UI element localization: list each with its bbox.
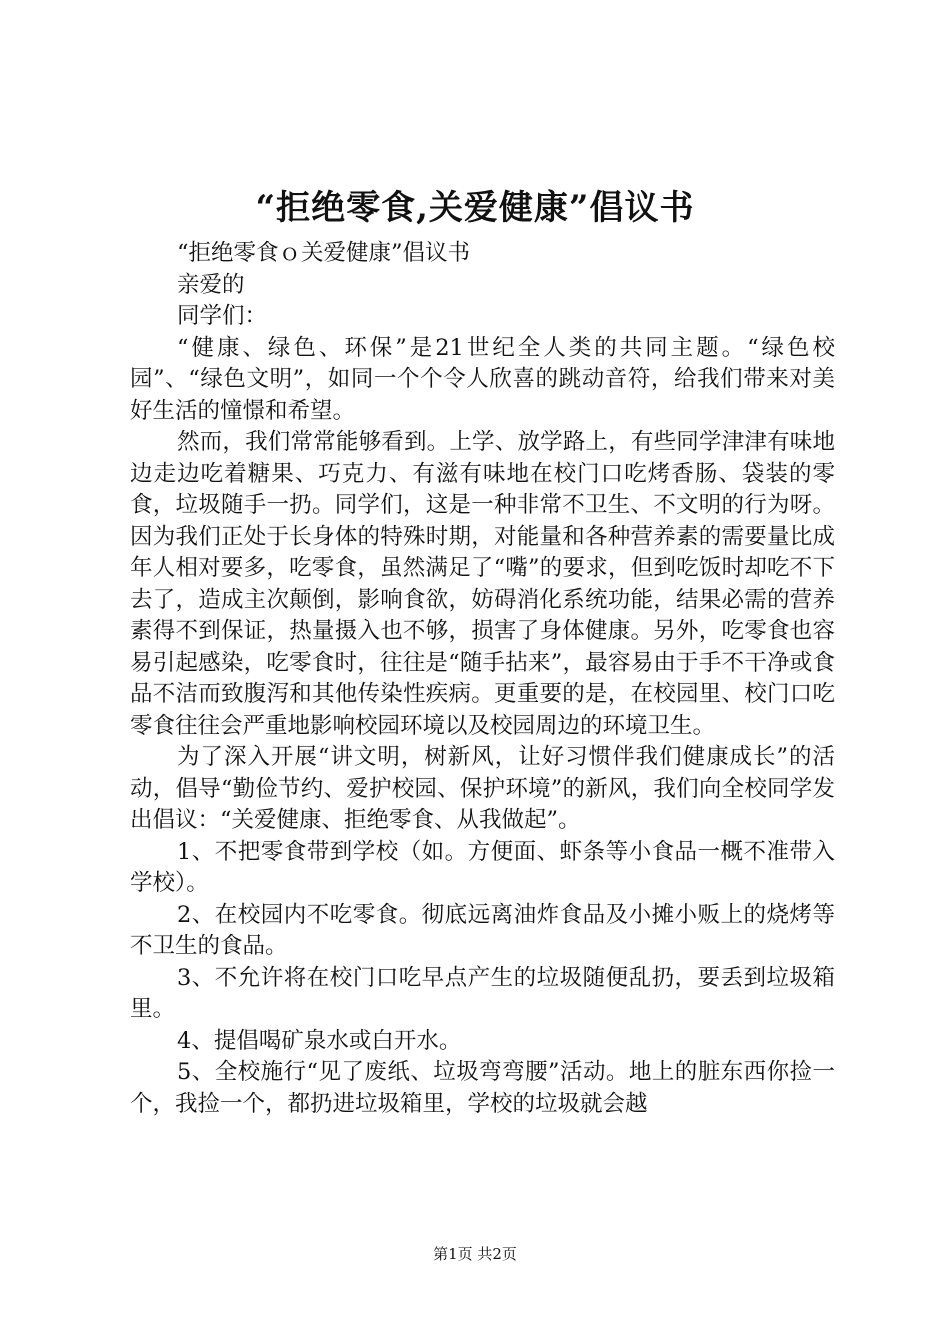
body-paragraph: 然而，我们常常能够看到。上学、放学路上，有些同学津津有味地边走边吃着糖果、巧克力、有滋有味地在校门口吃烤香肠、袋装的零食，垃圾随手一扔。同学们，这是一种非常不卫生、不文明的行为呀。因为我们正处于长身体的特殊时期，对能量和各种营养素的需要量比成年人相对要多，吃零食，虽然满足了“嘴”的要求，但到吃饭时却吃不下去了，造成主次颠倒，影响食欲，妨碍消化系统功能，结果必需的营养素得不到保证，热量摄入也不够，损害了身体健康。另外，吃零食也容易引起感染，吃零食时，往往是“随手拈来”，最容易由于手不干净或食品不洁而致腹泻和其他传染性疾病。更重要的是，在校园里、校门口吃零食往往会严重地影响校园环境以及校园周边的环境卫生。 [130, 429, 835, 739]
body-paragraph: 亲爱的 [177, 271, 245, 298]
body-paragraph: 4、提倡喝矿泉水或白开水。 [177, 1027, 462, 1054]
body-paragraph: 2、在校园内不吃零食。彻底远离油炸食品及小摊小贩上的烧烤等不卫生的食品。 [130, 901, 835, 959]
body-paragraph: 同学们： [177, 303, 268, 329]
body-paragraph: 3、不允许将在校门口吃早点产生的垃圾随便乱扔，要丢到垃圾箱里。 [130, 964, 835, 1022]
page-footer: 第1页 共2页 [433, 1245, 517, 1263]
body-paragraph: “健康、绿色、环保”是21世纪全人类的共同主题。“绿色校园”、“绿色文明”，如同一个个令人欣喜的跳动音符，给我们带来对美好生活的憧憬和希望。 [130, 334, 835, 424]
document-title: “拒绝零食,关爱健康”倡议书 [255, 188, 695, 228]
body-paragraph: 为了深入开展“讲文明，树新风，让好习惯伴我们健康成长”的活动，倡导“勤俭节约、爱护校园、保护环境”的新风，我们向全校同学发出倡议：“关爱健康、拒绝零食、从我做起”。 [130, 744, 835, 833]
document-body [130, 238, 835, 1120]
body-paragraph: 1、不把零食带到学校（如。方便面、虾条等小食品一概不准带入学校）。 [130, 838, 835, 896]
body-paragraph: 5、全校施行“见了废纸、垃圾弯弯腰”活动。地上的脏东西你捡一个，我捡一个，都扔进垃圾箱里，学校的垃圾就会越 [130, 1059, 835, 1117]
body-paragraph: “拒绝零食ｏ关爱健康”倡议书 [177, 240, 471, 266]
